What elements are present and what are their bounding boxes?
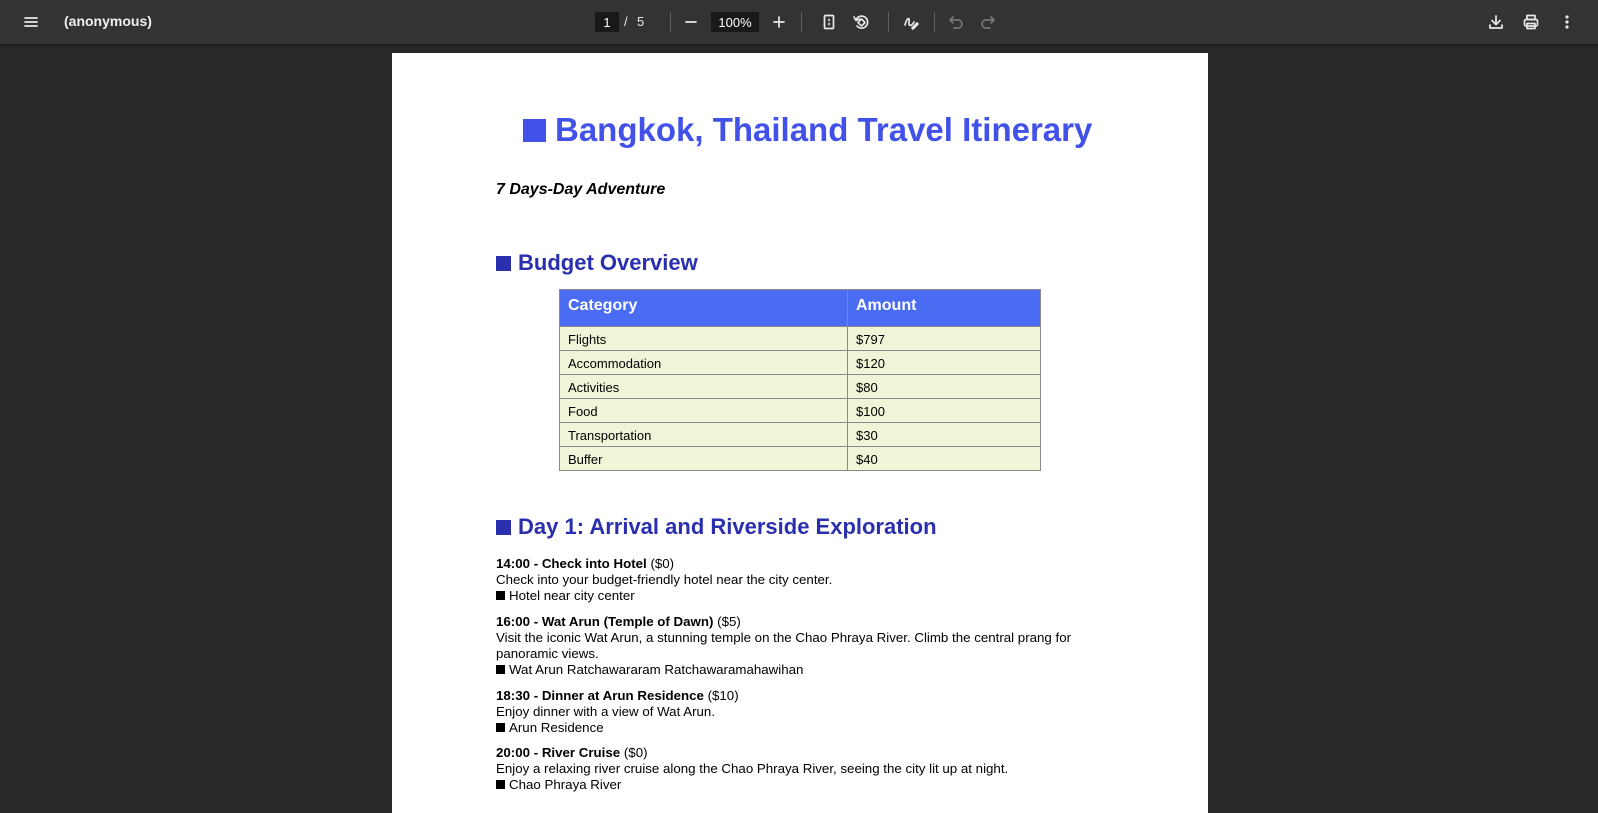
location-bullet-icon — [496, 780, 505, 789]
page-separator: / — [624, 14, 628, 29]
zoom-out-button[interactable] — [677, 8, 705, 36]
table-cell: Flights — [560, 327, 848, 351]
item-location: Wat Arun Ratchawararam Ratchawaramahawihan — [509, 662, 804, 677]
itinerary-item — [496, 556, 1096, 604]
download-icon[interactable] — [1482, 8, 1510, 36]
item-cost: ($10) — [707, 688, 739, 703]
table-cell: $100 — [848, 399, 1041, 423]
day1-heading — [496, 514, 937, 540]
toolbar-divider — [934, 12, 935, 32]
item-location: Chao Phraya River — [509, 777, 622, 792]
zoom-in-button[interactable] — [765, 8, 793, 36]
table-cell: $30 — [848, 423, 1041, 447]
item-description: Check into your budget-friendly hotel near the city center. — [496, 572, 833, 587]
square-bullet-icon — [496, 256, 511, 271]
table-cell: $120 — [848, 351, 1041, 375]
print-icon[interactable] — [1517, 8, 1545, 36]
budget-table — [559, 289, 1041, 471]
menu-icon[interactable] — [17, 8, 45, 36]
annotate-draw-icon[interactable] — [897, 8, 925, 36]
table-row — [560, 399, 1041, 423]
day1-heading-text: Day 1: Arrival and Riverside Exploration — [518, 514, 937, 539]
toolbar-divider — [670, 12, 671, 32]
undo-icon[interactable] — [942, 8, 970, 36]
square-bullet-icon — [523, 119, 546, 142]
table-header-row — [560, 290, 1041, 327]
page-title-text: Bangkok, Thailand Travel Itinerary — [555, 111, 1093, 148]
toolbar-divider — [888, 12, 889, 32]
table-cell: Accommodation — [560, 351, 848, 375]
pdf-page — [392, 53, 1208, 813]
fit-page-icon[interactable] — [815, 8, 843, 36]
item-cost: ($0) — [623, 745, 648, 760]
item-time-title: 14:00 - Check into Hotel — [496, 556, 647, 571]
item-location: Hotel near city center — [509, 588, 635, 603]
pdf-toolbar — [0, 0, 1598, 44]
table-cell: Activities — [560, 375, 848, 399]
item-description: Enjoy a relaxing river cruise along the Chao Phraya River, seeing the city lit up at night. — [496, 761, 1009, 776]
page-total: 5 — [637, 14, 645, 29]
item-time-title: 18:30 - Dinner at Arun Residence — [496, 688, 704, 703]
budget-heading-text: Budget Overview — [518, 250, 698, 275]
table-cell: Buffer — [560, 447, 848, 471]
item-time-title: 16:00 - Wat Arun (Temple of Dawn) — [496, 614, 714, 629]
table-cell: $80 — [848, 375, 1041, 399]
table-cell: $797 — [848, 327, 1041, 351]
item-description: Enjoy dinner with a view of Wat Arun. — [496, 704, 716, 719]
rotate-icon[interactable] — [847, 8, 875, 36]
table-cell: $40 — [848, 447, 1041, 471]
square-bullet-icon — [496, 520, 511, 535]
item-description: Visit the iconic Wat Arun, a stunning temple on the Chao Phraya River. Climb the central prang for panoramic views. — [496, 630, 1072, 661]
item-cost: ($0) — [650, 556, 675, 571]
table-header: Amount — [848, 290, 1041, 327]
table-row — [560, 423, 1041, 447]
table-row — [560, 375, 1041, 399]
table-row — [560, 327, 1041, 351]
itinerary-item — [496, 688, 1096, 736]
table-cell: Transportation — [560, 423, 848, 447]
item-cost: ($5) — [717, 614, 741, 629]
item-time-title: 20:00 - River Cruise — [496, 745, 621, 760]
itinerary-item — [496, 614, 1096, 678]
zoom-level-input[interactable]: 100% — [711, 12, 759, 32]
table-cell: Food — [560, 399, 848, 423]
location-bullet-icon — [496, 665, 505, 674]
table-row — [560, 447, 1041, 471]
redo-icon[interactable] — [974, 8, 1002, 36]
location-bullet-icon — [496, 591, 505, 600]
table-header: Category — [560, 290, 848, 327]
item-location: Arun Residence — [509, 720, 604, 735]
page-title — [523, 111, 1092, 149]
document-title: (anonymous) — [64, 13, 152, 29]
toolbar-divider — [801, 12, 802, 32]
table-row — [560, 351, 1041, 375]
itinerary-item — [496, 745, 1096, 793]
location-bullet-icon — [496, 723, 505, 732]
budget-heading — [496, 250, 698, 276]
more-options-icon[interactable] — [1553, 8, 1581, 36]
page-number-input[interactable]: 1 — [595, 12, 619, 32]
subtitle: 7 Days-Day Adventure — [496, 181, 666, 198]
